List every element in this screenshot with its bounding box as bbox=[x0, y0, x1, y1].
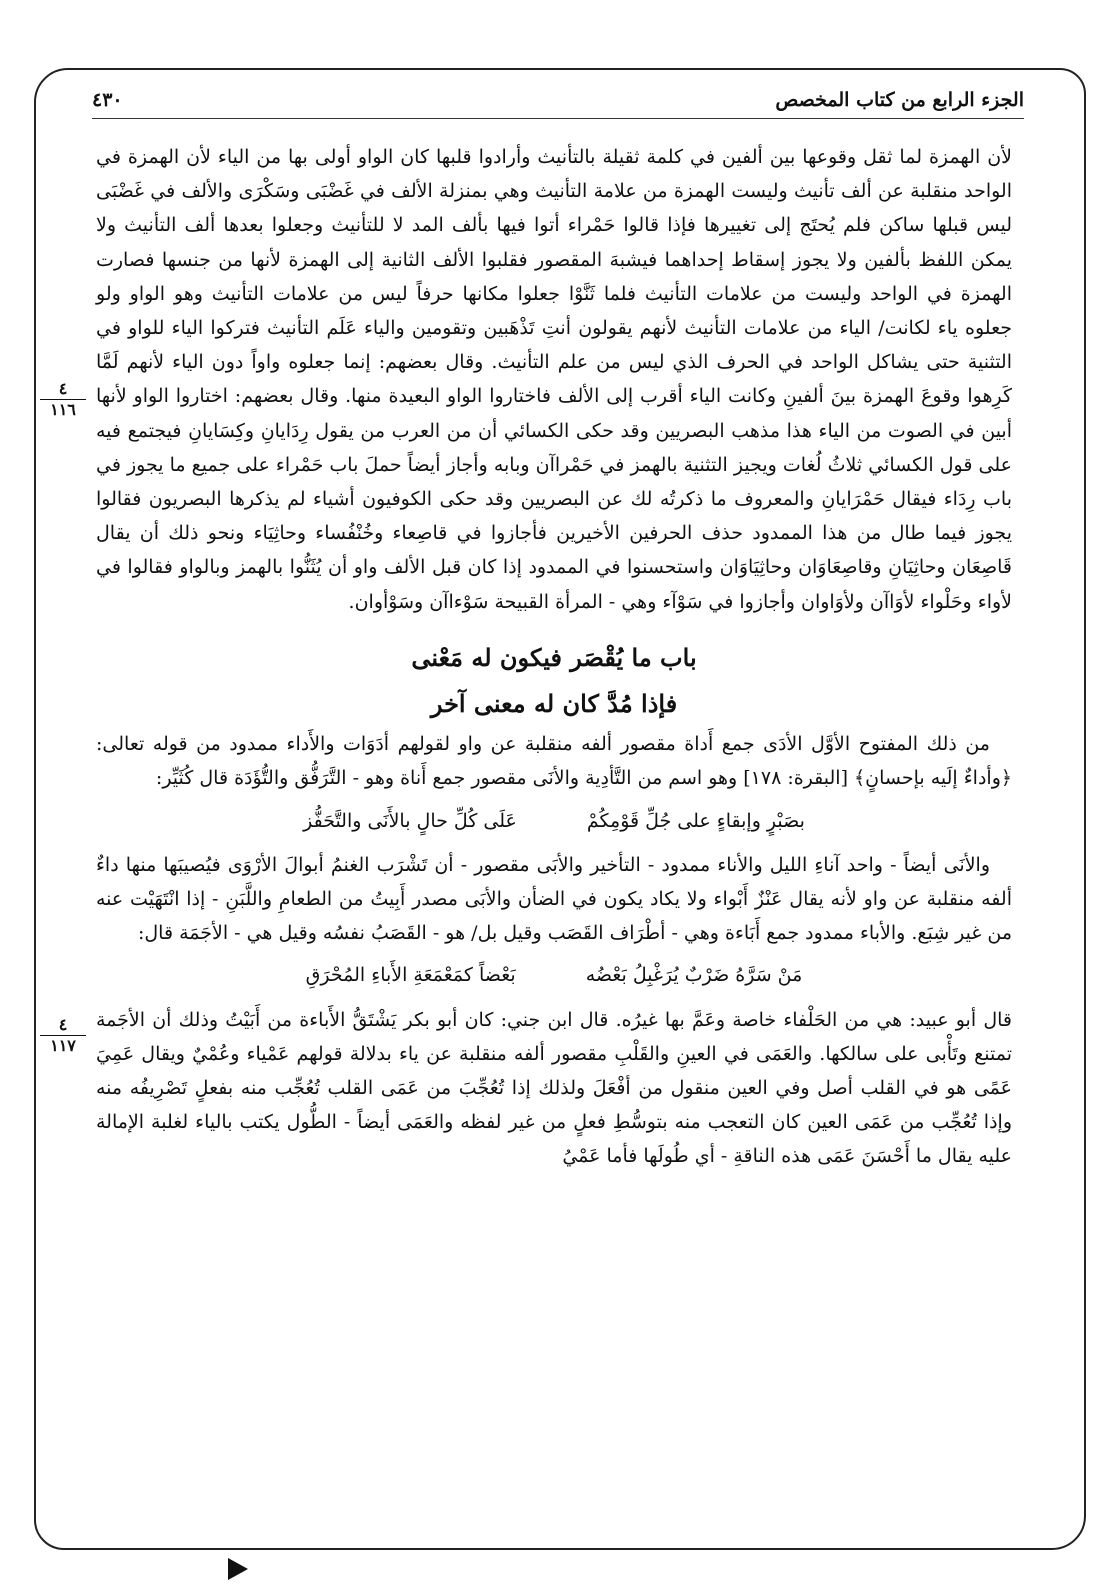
margin-marker-117 bbox=[40, 1017, 86, 1054]
marker-volume: ٤ bbox=[40, 1017, 86, 1036]
running-header bbox=[92, 82, 1024, 119]
page-number: ٤٣٠ bbox=[92, 89, 123, 111]
section-heading: باب ما يُقْصَر فيكون له مَعْنى bbox=[411, 642, 697, 672]
marker-page: ١١٦ bbox=[50, 400, 76, 419]
poetry-verse bbox=[96, 804, 1012, 838]
paragraph: والأنَى أيضاً - واحد آناءِ الليل والأناء ممدود - التأخير والأبَى مقصور - أن تَشْرَب الغنمُ أبوالَ الأرْوَى فيُصيبَها منها داءٌ ألفه منقلبة عن واو لأنه يقال عَنْزٌ أَبْواء ولا يكاد يكون في الضأن والأبَى مصدر أَبِيتُ من الطعامِ واللَّبَنِ - إذا انْتَهَيْت عنه من غير شِبَع. والأباء ممدود جمع أَبَاءة وهي - أطْرَاف القَصَب وقيل بل/ هو - القَصَبُ نفسُه وقيل هي - الأجَمَة قال: bbox=[96, 853, 1012, 945]
marker-page: ١١٧ bbox=[50, 1036, 76, 1055]
ink-blot-icon bbox=[228, 1558, 248, 1580]
paragraph: قال أبو عبيد: هي من الحَلْفاء خاصة وعَمَّ بها غيرُه. قال ابن جني: كان أبو بكر يَشْتَقُّ الأَباءة من أَبَيْتُ وذلك أن الأجَمة تمتنع وتَأْبى على سالكها. والعَمَى في العينِ والقَلْبِ مقصور ألفه منقلبة عن ياء بدلالة قولهم عَمْياء وعُمْيٌ ويقال عَمِيَ عَمًى هو في القلب أصل وفي العين منقول من أفْعَلَ ولذلك إذا تُعُجِّبَ من عَمَى القلب تُعُجِّب منه بفعلٍ تَصْرِيفُه منه وإذا تُعُجِّب من عَمَى العين كان التعجب منه بتوسُّطِ فعلٍ من غير لفظه والعَمَى أيضاً - الطُّول يكتب بالياء لغلبة الإمالة عليه يقال ما أَحْسَنَ عَمَى هذه الناقةِ - أي طُولَها فأما عَمْيُ bbox=[96, 1008, 1012, 1168]
poetry-verse bbox=[96, 958, 1012, 992]
verse-second-hemistich: بَعْضاً كمَعْمَعَةِ الأَباءِ المُحْرَقِ bbox=[305, 964, 516, 987]
header-title: الجزء الرابع من كتاب المخصص bbox=[775, 89, 1024, 111]
verse-first-hemistich: مَنْ سَرَّهُ ضَرْبٌ يُرَغْبِلُ بَعْضُه bbox=[585, 964, 803, 987]
margin-marker-116 bbox=[40, 381, 86, 418]
page-body bbox=[96, 140, 1012, 1174]
paragraph: لأن الهمزة لما ثقل وقوعها بين ألفين في كلمة ثقيلة بالتأنيث وأرادوا قلبها كان الواو أولى بها من الياء لأن الهمزة في الواحد منقلبة عن ألف تأنيث وليست الهمزة من علامة التأنيث وهي بمنزلة الألف في غَضْبَى وسَكْرَى والألف في غَضْبَى ليس قبلها ساكن فلم يُحتَج إلى تغييرها فإذا قالوا حَمْراء أتوا فيها بألف المد لا للتأنيث وجعلوا بعدها ألف التأنيث ولا يمكن اللفظ بألفين ولا يجوز إسقاط إحداهما فيشبهَ المقصور فقلبوا الألف الثانية إلى الهمزة لأنها من جنسها فصارت الهمزة في الواحد وليست من علامات التأنيث فلما ثَنَّوْا جعلوا مكانها حرفاً ليس من علامات التأنيث وهو الواو ولو جعلوه ياء لكانت/ الياء من علامات التأنيث لأنهم يقولون أنتِ تَذْهَبين وتقومين والياء عَلَم التأنيث فتركوا الياء للواو في التثنية حتى يشاكل الواحد في الحرف الذي ليس من علم التأنيث. وقال بعضهم: إنما جعلوه واواً دون الياء لأنهم لَمَّا كَرِهوا وقوعَ الهمزة بينَ ألفينِ وكانت الياء أقرب إلى الألف فاختاروا الواو البعيدة منها. وقال بعضهم: اختاروا الواو لأنها أبين في الصوت من الياء هذا مذهب البصريين وقد حكى الكسائي أن من العرب من يقول رِدَايانِ وكِسَايانِ فيجتمع فيه على قول الكسائي ثلاثُ لُغات ويجيز التثنية بالهمز في حَمْراآن وبابه وأجاز أيضاً حملَ باب حَمْراء على جميع ما يجوز في باب رِدَاء فيقال حَمْرَايانِ والمعروف ما ذكرتُه لك عن البصريين وقد حكى الكوفيون أشياء لم يذكرها البصريون فقالوا يجوز فيما طال من هذا الممدود حذف الحرفين الأخيرين فأجازوا في قاصِعاء وخُنْفُساء وحاثِيَاء ونحو ذلك أن يقال قَاصِعَان وحاثِيَانِ وقاصِعَاوَان وحاثِيَاوَان واستحسنوا في الممدود إذا كان قبل الألف واو أن يُثَنُّوا بالهمز وبالواو فقالوا في لأواء وحَلْواء لأوَاآن ولأوَاوان وأجازوا في سَوْآء وهي - المرأة القبيحة سَوْءاآن وسَوْأوان. bbox=[96, 146, 1012, 613]
paragraph: من ذلك المفتوح الأوَّل الأدَى جمع أَداة مقصور ألفه منقلبة عن واو لقولهم أدَوَات والأَداء ممدود من قوله تعالى: ﴿وأداءٌ إلَيه بإحسانٍ﴾ [البقرة: ١٧٨] وهو اسم من التَّأدِية والأنَى مقصور جمع أَناة وهو - التَّرَفُّق والتُّؤَدَة قال كُثَيِّر: bbox=[96, 733, 1012, 790]
verse-first-hemistich: بصَبْرٍ وإبقاءٍ على جُلِّ قَوْمِكُمْ bbox=[586, 809, 805, 832]
marker-volume: ٤ bbox=[40, 381, 86, 400]
verse-second-hemistich: عَلَى كُلِّ حالٍ بالأَنَى والتَّحَفُّز bbox=[303, 809, 517, 832]
section-subheading: فإذا مُدَّ كان له معنى آخر bbox=[430, 689, 678, 719]
